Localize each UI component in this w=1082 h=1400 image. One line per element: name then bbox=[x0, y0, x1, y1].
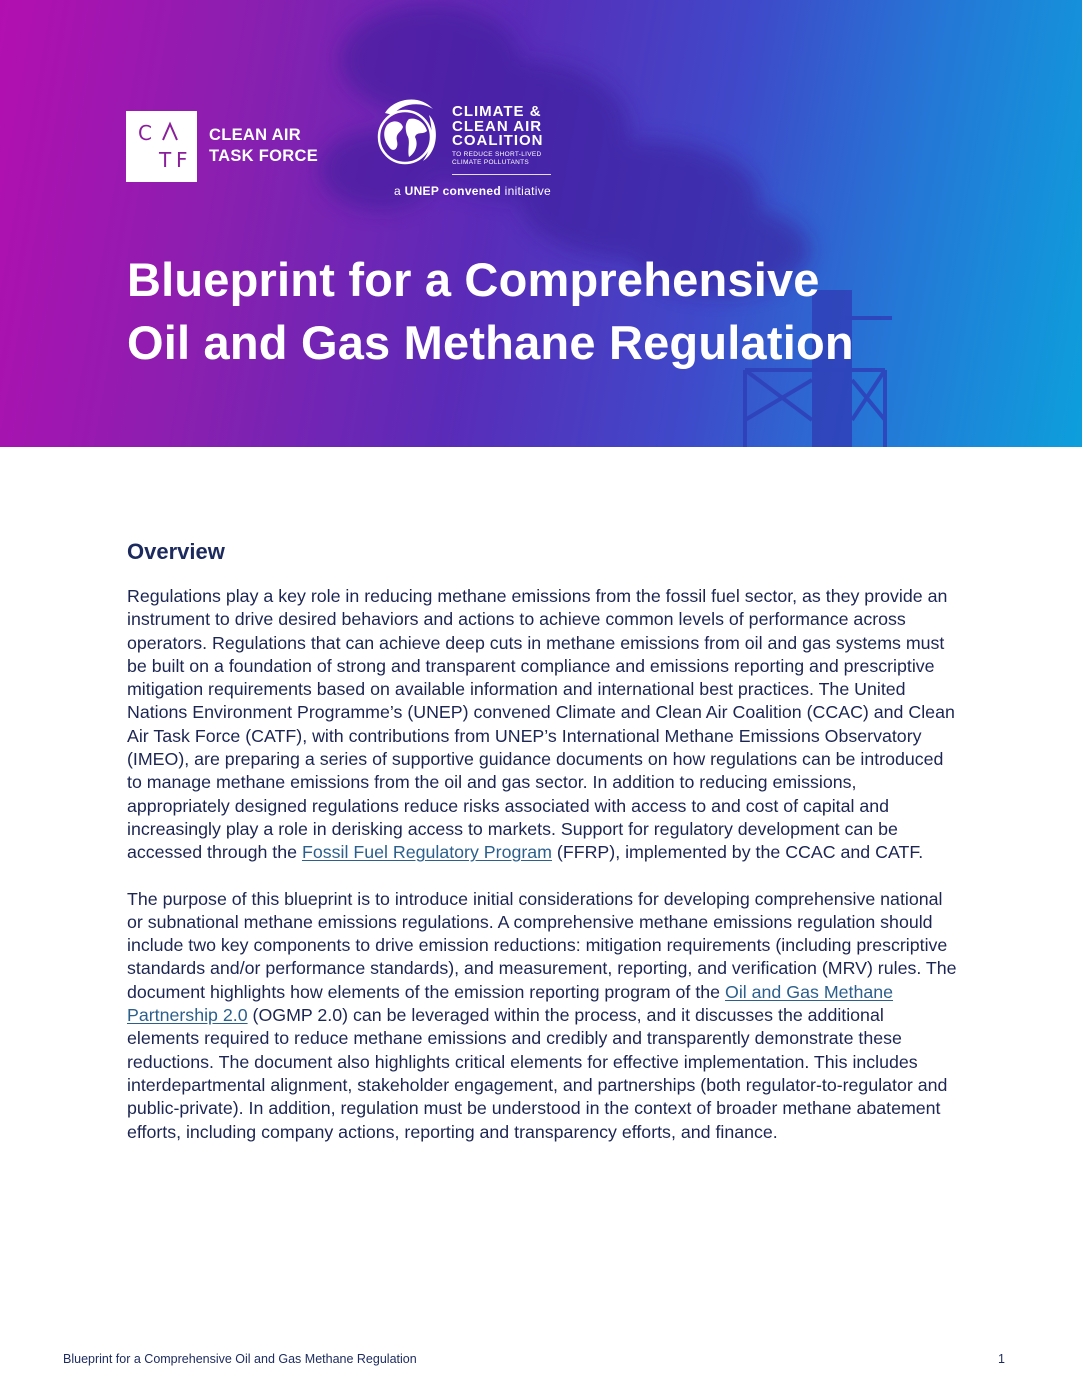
globe-icon bbox=[371, 95, 441, 170]
ccac-logo-subtitle: TO REDUCE SHORT-LIVED CLIMATE POLLUTANTS bbox=[452, 151, 542, 166]
caret-a-icon bbox=[162, 121, 178, 141]
smoke-stack-photo bbox=[0, 0, 1082, 447]
overview-paragraph-2: The purpose of this blueprint is to introduce initial considerations for developing comprehensive national or subnational methane emissions regulations. A comprehensive methane emissions regulation should include two key components to drive emission reductions: mitigation requirements (including prescriptive standards and/or performance standards), and measurement, reporting, and verification (MRV) rules. The document highlights how elements of the emission reporting program of the Oil and Gas Methane Partnership 2.0 (OGMP 2.0) can be leveraged within the process, and it discusses the additional elements required to reduce methane emissions and credibly and transparently demonstrate these reductions. The document also highlights critical elements for effective implementation. This includes interdepartmental alignment, stakeholder engagement, and partnerships (both regulator-to-regulator and public-private). In addition, regulation must be understood in the context of broader methane abatement efforts, including company actions, reporting and transparency efforts, and finance. bbox=[127, 888, 957, 1142]
catf-letter-a bbox=[162, 121, 178, 144]
ccac-logo-divider bbox=[452, 174, 551, 175]
overview-section bbox=[127, 538, 957, 1144]
ccac-logo bbox=[371, 95, 556, 205]
hero-banner bbox=[0, 0, 1082, 447]
ccac-logo-name: CLIMATE & CLEAN AIR COALITION bbox=[452, 103, 544, 149]
ccac-logo-tagline: a UNEP convened initiative bbox=[394, 184, 551, 198]
catf-letter-f: F bbox=[176, 148, 190, 172]
ogmp-link[interactable]: Oil and Gas Methane Partnership 2.0 bbox=[127, 981, 894, 1026]
catf-logo-name: CLEAN AIR TASK FORCE bbox=[209, 126, 319, 165]
footer-title: Blueprint for a Comprehensive Oil and Gas Methane Regulation bbox=[63, 1352, 417, 1366]
page-number: 1 bbox=[998, 1352, 1005, 1366]
ffrp-link[interactable]: Fossil Fuel Regulatory Program bbox=[301, 842, 552, 863]
document-title: Blueprint for a Comprehensive Oil and Gas Methane Regulation bbox=[127, 253, 854, 369]
catf-letter-c: C bbox=[138, 121, 154, 145]
section-heading: Overview bbox=[127, 539, 225, 564]
overview-paragraph-1: Regulations play a key role in reducing methane emissions from the fossil fuel sector, as they provide an instrument to drive desired behaviors and actions to achieve common levels of performance across operators. Regulations that can achieve deep cuts in methane emissions from oil and gas systems must be built on a foundation of strong and transparent compliance and emissions reporting and prescriptive mitigation requirements based on available information and international best practices. The United Nations Environment Programme’s (UNEP) convened Climate and Clean Air Coalition (CCAC) and Clean Air Task Force (CATF), with contributions from UNEP’s International Methane Emissions Observatory (IMEO), are preparing a series of supportive guidance documents on how regulations can be introduced to manage methane emissions from the oil and gas sector. In addition to reducing emissions, appropriately designed regulations reduce risks associated with access to and cost of capital and increasingly play a role in derisking access to markets. Support for regulatory development can be accessed through the Fossil Fuel Regulatory Program (FFRP), implemented by the CCAC and CATF. bbox=[127, 586, 955, 863]
catf-logo-mark bbox=[126, 111, 197, 182]
catf-letter-t: T bbox=[159, 148, 174, 172]
